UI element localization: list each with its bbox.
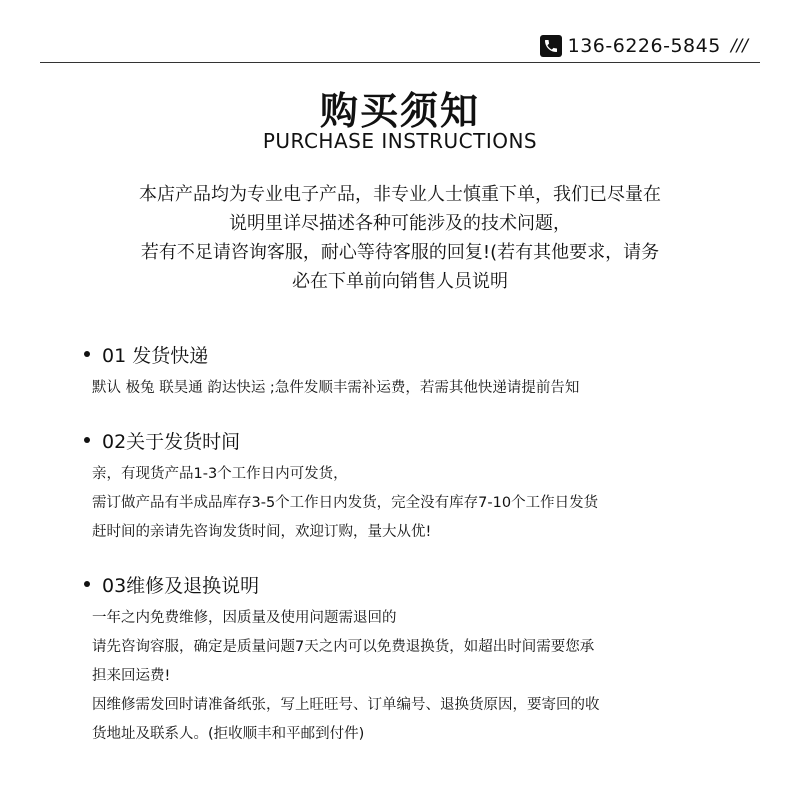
intro-line: 本店产品均为专业电子产品，非专业人士慎重下单，我们已尽量在 <box>139 184 661 205</box>
section-shipping <box>84 340 774 403</box>
phone-bar <box>540 33 748 59</box>
header-divider <box>40 62 760 63</box>
section-line: 亲，有现货产品1-3个工作日内可发货， <box>92 466 348 482</box>
page-subtitle: PURCHASE INSTRUCTIONS <box>262 129 538 153</box>
section-delivery-time <box>84 426 774 547</box>
section-line: 因维修需发回时请准备纸张，写上旺旺号、订单编号、退换货原因，要寄回的收 <box>92 697 600 713</box>
section-body <box>92 374 774 403</box>
decorative-slashes: /// <box>730 36 748 56</box>
section-heading-label: 02关于发货时间 <box>102 430 241 453</box>
page-title: 购买须知 <box>319 89 480 133</box>
section-repair-returns <box>84 570 774 749</box>
bullet-icon <box>84 437 90 443</box>
section-line: 货地址及联系人。(拒收顺丰和平邮到付件) <box>92 726 365 742</box>
section-line: 赶时间的亲请先咨询发货时间，欢迎订购，量大从优! <box>92 524 432 540</box>
section-heading-label: 01 发货快递 <box>102 344 209 367</box>
bullet-icon <box>84 351 90 357</box>
section-line: 担来回运费! <box>92 668 171 684</box>
phone-number: 136-6226-5845 <box>567 35 721 57</box>
section-heading <box>84 426 774 454</box>
section-heading-label: 03维修及退换说明 <box>102 574 260 597</box>
section-body <box>92 460 774 547</box>
intro-line: 必在下单前向销售人员说明 <box>292 271 508 292</box>
intro-paragraph <box>0 180 800 296</box>
section-line: 一年之内免费维修，因质量及使用问题需退回的 <box>92 610 397 626</box>
section-line: 请先咨询容服，确定是质量问题7天之内可以免费退换货，如超出时间需要您承 <box>92 639 595 655</box>
section-heading <box>84 340 774 368</box>
bullet-icon <box>84 581 90 587</box>
intro-line: 说明里详尽描述各种可能涉及的技术问题， <box>229 213 571 234</box>
section-line: 默认 极兔 联昊通 韵达快运 ;急件发顺丰需补运费，若需其他快递请提前告知 <box>92 380 580 396</box>
section-line: 需订做产品有半成品库存3-5个工作日内发货，完全没有库存7-10个工作日发货 <box>92 495 599 511</box>
phone-icon <box>540 35 562 57</box>
section-heading <box>84 570 774 598</box>
section-body <box>92 604 774 749</box>
intro-line: 若有不足请咨询客服，耐心等待客服的回复!(若有其他要求，请务 <box>140 242 660 263</box>
